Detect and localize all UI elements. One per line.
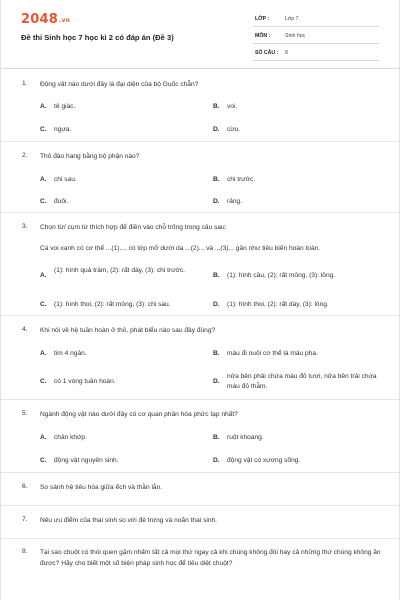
option-letter: C. <box>40 457 47 464</box>
question-divider <box>1 505 400 506</box>
option-text: tê giác. <box>54 103 76 110</box>
question-text: So sánh hệ tiêu hóa giữa ếch và thằn lằn. <box>40 484 163 491</box>
question-number: 2. <box>22 152 28 159</box>
option-letter: B. <box>213 272 220 279</box>
question-text: Ngành động vật nào dưới đây có cơ quan phân hóa phức tạp nhất? <box>40 411 238 418</box>
option-text: nửa bên phải chứa máu đỏ tươi, nửa bên trái chứa máu đỏ thẫm. <box>227 373 377 390</box>
question-text: Tại sao chuột có thói quen gặm nhấm tất cả mọi thứ ngay cả khi chúng không đói hay cả những thứ chúng không ăn được? Hãy cho biết một số biện pháp sinh học để tiêu diệt chuột? <box>40 549 381 567</box>
question-number: 7. <box>22 516 28 523</box>
site-logo[interactable] <box>21 12 70 27</box>
option-text: động vật có xương sống. <box>227 457 301 464</box>
exam-meta <box>253 13 379 64</box>
option-text: răng. <box>227 198 243 205</box>
option-letter: A. <box>40 103 47 110</box>
option-letter: D. <box>213 378 220 385</box>
option-letter: D. <box>213 126 220 133</box>
option-letter: B. <box>213 350 220 357</box>
question-number: 4. <box>22 326 28 333</box>
question-text: Chọn từ/ cụm từ thích hợp để điền vào chỗ trống trong câu sau: <box>40 224 227 231</box>
meta-value: Lớp 7 <box>285 16 299 22</box>
option-text: chân khớp. <box>54 434 87 441</box>
option-text: (1): hình quả trám, (2): rất dày, (3): chi trước. <box>54 267 186 274</box>
question-number: 3. <box>22 223 28 230</box>
option-text: (1): hình cầu, (2): rất mỏng, (3): lông. <box>227 272 336 279</box>
exam-header <box>1 0 400 66</box>
question-text: Thỏ đào hang bằng bộ phận nào? <box>40 153 140 160</box>
meta-value: Sinh học <box>285 33 306 39</box>
option-text: máu đi nuôi cơ thể là máu pha. <box>227 350 318 357</box>
logo-suffix: .vn <box>58 17 71 24</box>
question-passage: Cá voi xanh có cơ thể ...(1)..., có lớp mỡ dưới da ...(2)... và ...(3)... gần như tiêu biến hoàn toàn. <box>40 245 321 252</box>
option-text: chi sau. <box>54 176 77 183</box>
option-text: cừu. <box>227 126 241 133</box>
option-text: có 1 vòng tuần hoàn. <box>54 378 116 385</box>
option-letter: C. <box>40 301 47 308</box>
option-letter: B. <box>213 176 220 183</box>
question-number: 6. <box>22 483 28 490</box>
option-text: voi. <box>227 103 238 110</box>
option-letter: A. <box>40 350 47 357</box>
page-title: Đề thi Sinh học 7 học kì 2 có đáp án (Đề 3) <box>21 33 174 42</box>
question-divider <box>1 315 400 316</box>
question-number: 8. <box>22 548 28 555</box>
question-text: Động vật nào dưới đây là đại diện của bộ Guốc chẵn? <box>40 81 199 88</box>
question-divider <box>1 141 400 142</box>
question-number: 5. <box>22 410 28 417</box>
logo-text: 2048 <box>21 12 58 27</box>
option-text: động vật nguyên sinh. <box>54 457 119 464</box>
option-text: (1): hình thoi, (2): rất dày, (3): lông. <box>227 301 329 308</box>
question-divider <box>1 399 400 400</box>
option-letter: A. <box>40 434 47 441</box>
meta-label: SỐ CÂU : <box>255 50 279 56</box>
option-letter: C. <box>40 126 47 133</box>
option-text: ngựa. <box>54 126 72 133</box>
option-text: (1): hình thoi, (2): rất mỏng, (3): chi sau. <box>54 301 171 308</box>
meta-label: MÔN : <box>255 33 271 39</box>
option-letter: C. <box>40 378 47 385</box>
meta-row-count <box>253 47 379 61</box>
option-letter: D. <box>213 457 220 464</box>
option-text: đuôi. <box>54 198 69 205</box>
question-text: Khi nói về hệ tuần hoàn ở thỏ, phát biểu nào sau đây đúng? <box>40 327 216 334</box>
header-divider <box>1 68 400 69</box>
question-divider <box>1 212 400 213</box>
option-letter: A. <box>40 272 47 279</box>
option-text: tim 4 ngăn. <box>54 350 87 357</box>
question-divider <box>1 472 400 473</box>
question-text: Nêu ưu điểm của thai sinh so với đẻ trứng và noãn thai sinh. <box>40 517 217 524</box>
option-letter: D. <box>213 301 220 308</box>
option-text: ruột khoang. <box>227 434 264 441</box>
option-letter: C. <box>40 198 47 205</box>
option-letter: D. <box>213 198 220 205</box>
meta-row-class <box>253 13 379 27</box>
option-letter: A. <box>40 176 47 183</box>
meta-row-subject <box>253 30 379 44</box>
question-divider <box>1 538 400 539</box>
question-number: 1. <box>22 80 28 87</box>
option-text: chi trước. <box>227 176 256 183</box>
option-letter: B. <box>213 103 220 110</box>
meta-value: 8 <box>285 50 288 56</box>
option-letter: B. <box>213 434 220 441</box>
meta-label: LỚP : <box>255 16 270 22</box>
